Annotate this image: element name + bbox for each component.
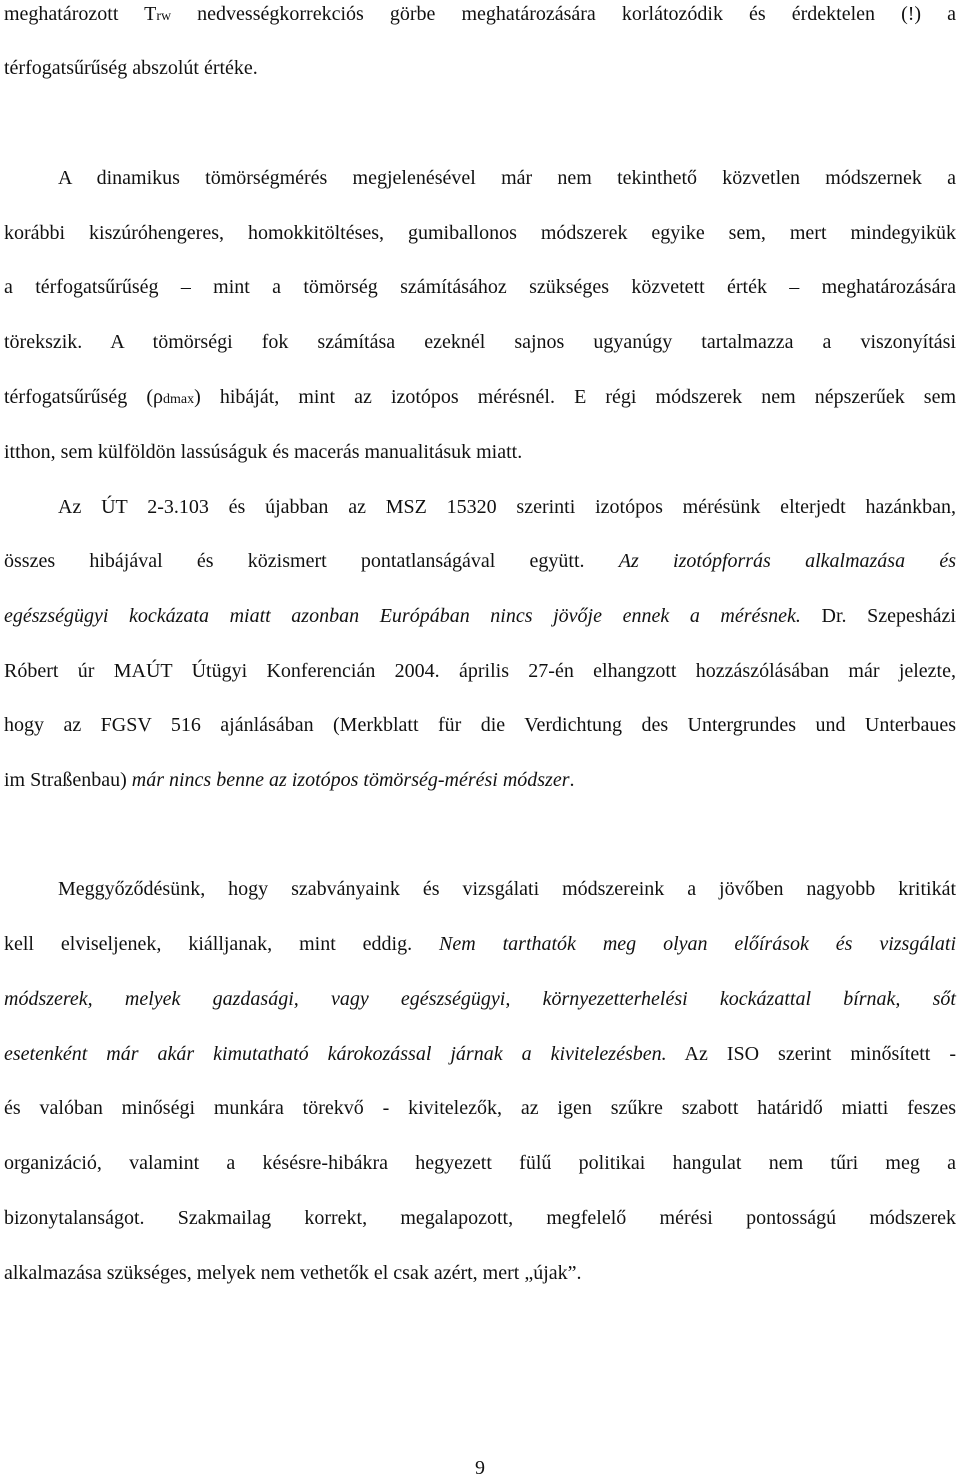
text-line: itthon, sem külföldön lassúságuk és macerás manualitásuk miatt. (4, 441, 523, 463)
text-line: im Straßenbau) már nincs benne az izotópos tömörség-mérési módszer. (4, 769, 575, 791)
text-line: korábbi kiszúróhengeres, homokkitöltéses, gumiballonos módszerek egyike sem, mert mindegyikük (4, 222, 956, 244)
text-line: A dinamikus tömörségmérés megjelenésével már nem tekinthető közvetlen módszernek a (58, 167, 956, 189)
text-line: térfogatsűrűség abszolút értéke. (4, 57, 258, 79)
text-line: esetenként már akár kimutatható károkozással járnak a kivitelezésben. Az ISO szerint minősített - (4, 1043, 956, 1065)
text-line: kell elviseljenek, kiálljanak, mint eddig. Nem tarthatók meg olyan előírások és vizsgálati (4, 933, 957, 955)
text-line: összes hibájával és közismert pontatlanságával együtt. Az izotópforrás alkalmazása és (4, 550, 956, 572)
text-line: a térfogatsűrűség – mint a tömörség számításához szükséges közvetett érték – meghatározására (4, 276, 956, 298)
text-line: meghatározott Trw nedvességkorrekciós görbe meghatározására korlátozódik és érdektelen (!) a (4, 3, 957, 25)
text-line: alkalmazása szükséges, melyek nem vethetők el csak azért, mert „újak”. (4, 1262, 582, 1284)
text-line: módszerek, melyek gazdasági, vagy egészségügyi, környezetterhelési kockázattal bírnak, sőt (4, 988, 956, 1010)
text-line: hogy az FGSV 516 ajánlásában (Merkblatt für die Verdichtung des Untergrundes und Unterbaues (4, 714, 956, 736)
text-line: térfogatsűrűség (ρdmax) hibáját, mint az izotópos mérésnél. E régi módszerek nem népszerűek sem (4, 386, 956, 408)
text-line: Róbert úr MAÚT Útügyi Konferencián 2004. április 27-én elhangzott hozzászólásában már jelezte, (4, 660, 956, 682)
text-line: egészségügyi kockázata miatt azonban Európában nincs jövője ennek a mérésnek. Dr. Szepesházi (4, 605, 956, 627)
text-line: törekszik. A tömörségi fok számítása ezeknél sajnos ugyanúgy tartalmazza a viszonyítási (4, 331, 956, 353)
text-line: Meggyőződésünk, hogy szabványaink és vizsgálati módszereink a jövőben nagyobb kritikát (58, 878, 956, 900)
text-line: bizonytalanságot. Szakmailag korrekt, megalapozott, megfelelő mérési pontosságú módszerek (4, 1207, 956, 1229)
text-line: organizáció, valamint a késésre-hibákra hegyezett fülű politikai hangulat nem tűri meg a (4, 1152, 956, 1174)
page-number: 9 (475, 1457, 485, 1479)
text-line: Az ÚT 2-3.103 és újabban az MSZ 15320 szerinti izotópos mérésünk elterjedt hazánkban, (58, 496, 956, 518)
text-line: és valóban minőségi munkára törekvő - kivitelezők, az igen szűkre szabott határidő miatti feszes (4, 1097, 956, 1119)
